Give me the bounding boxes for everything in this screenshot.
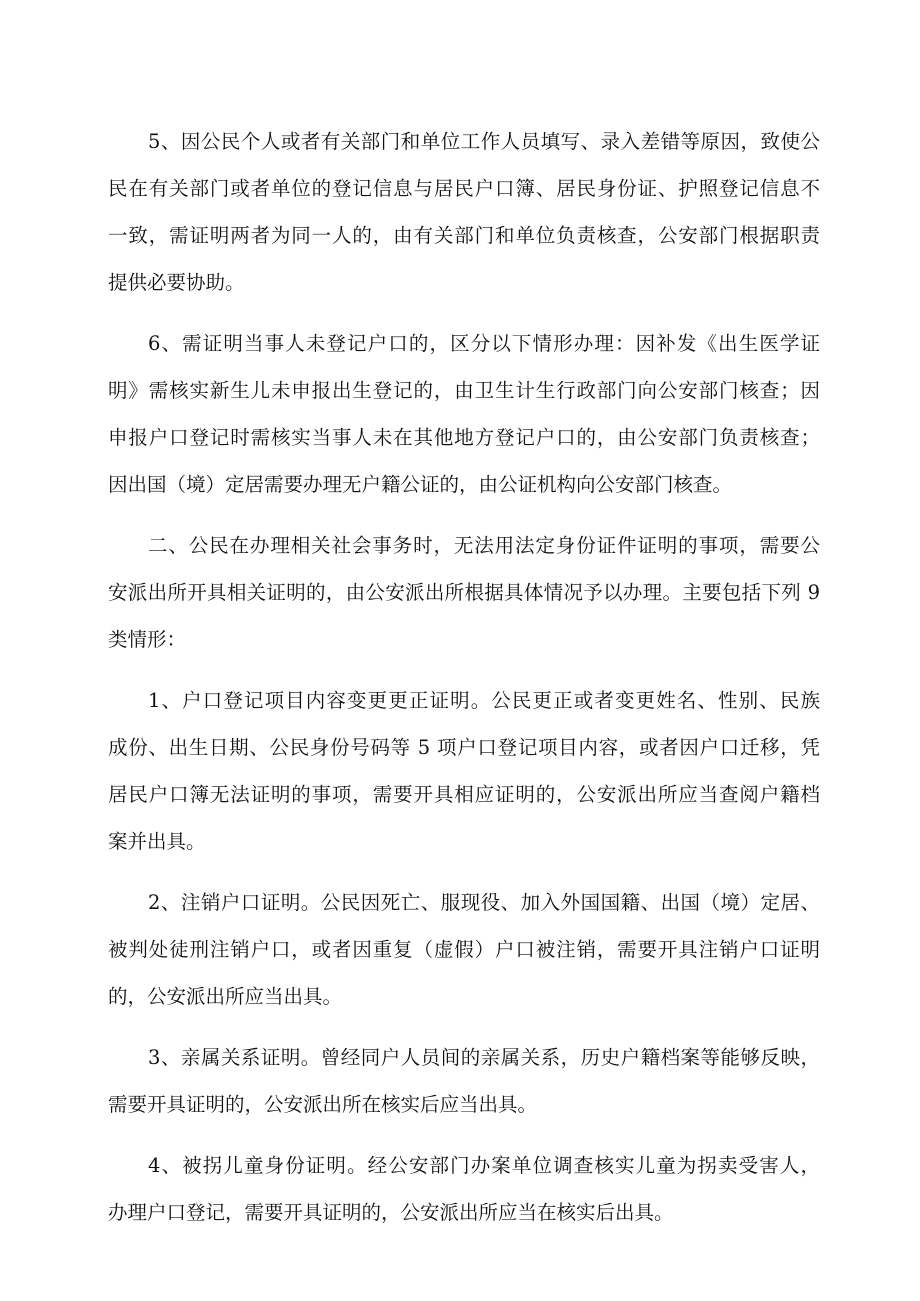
text-line: 成份、出生日期、公民身份号码等 5 项户口登记项目内容，或者因户口迁移，凭 xyxy=(108,736,820,759)
text-line: 需要开具证明的，公安派出所在核实后应当出具。 xyxy=(108,1093,538,1116)
text-line: 3、亲属关系证明。曾经同户人员间的亲属关系，历史户籍档案等能够反映， xyxy=(148,1046,820,1069)
paragraph-section-2 xyxy=(108,522,820,663)
text-line: 4、被拐儿童身份证明。经公安部门办案单位调查核实儿童为拐卖受害人， xyxy=(148,1154,820,1177)
paragraph-item-2 xyxy=(108,879,820,1020)
text-line: 6、需证明当事人未登记户口的，区分以下情形办理：因补发《出生医学证 xyxy=(148,332,820,355)
text-line: 的，公安派出所应当出具。 xyxy=(108,985,343,1008)
text-line: 5、因公民个人或者有关部门和单位工作人员填写、录入差错等原因，致使公 xyxy=(148,130,820,153)
paragraph-item-6 xyxy=(108,320,820,508)
text-line: 2、注销户口证明。公民因死亡、服现役、加入外国国籍、出国（境）定居、 xyxy=(148,891,820,914)
text-line: 因出国（境）定居需要办理无户籍公证的，由公证机构向公安部门核查。 xyxy=(108,473,733,496)
document-page xyxy=(108,118,820,1250)
text-line: 二、公民在办理相关社会事务时，无法用法定身份证件证明的事项，需要公 xyxy=(148,534,820,557)
text-line: 一致，需证明两者为同一人的，由有关部门和单位负责核查，公安部门根据职责 xyxy=(108,224,820,247)
paragraph-item-3 xyxy=(108,1034,820,1128)
text-line: 民在有关部门或者单位的登记信息与居民户口簿、居民身份证、护照登记信息不 xyxy=(108,177,820,200)
paragraph-item-1 xyxy=(108,677,820,865)
text-line: 提供必要协助。 xyxy=(108,271,245,294)
text-line: 安派出所开具相关证明的，由公安派出所根据具体情况予以办理。主要包括下列 9 xyxy=(108,581,820,604)
text-line: 1、户口登记项目内容变更更正证明。公民更正或者变更姓名、性别、民族 xyxy=(148,689,820,712)
text-line: 明》需核实新生儿未申报出生登记的，由卫生计生行政部门向公安部门核查；因 xyxy=(108,379,820,402)
text-line: 办理户口登记，需要开具证明的，公安派出所应当在核实后出具。 xyxy=(108,1201,674,1224)
text-line: 案并出具。 xyxy=(108,830,206,853)
text-line: 被判处徒刑注销户口，或者因重复（虚假）户口被注销，需要开具注销户口证明 xyxy=(108,938,820,961)
text-line: 申报户口登记时需核实当事人未在其他地方登记户口的，由公安部门负责核查； xyxy=(108,426,820,449)
text-line: 居民户口簿无法证明的事项，需要开具相应证明的，公安派出所应当查阅户籍档 xyxy=(108,783,820,806)
paragraph-item-4 xyxy=(108,1142,820,1236)
paragraph-item-5 xyxy=(108,118,820,306)
text-line: 类情形： xyxy=(108,628,187,651)
